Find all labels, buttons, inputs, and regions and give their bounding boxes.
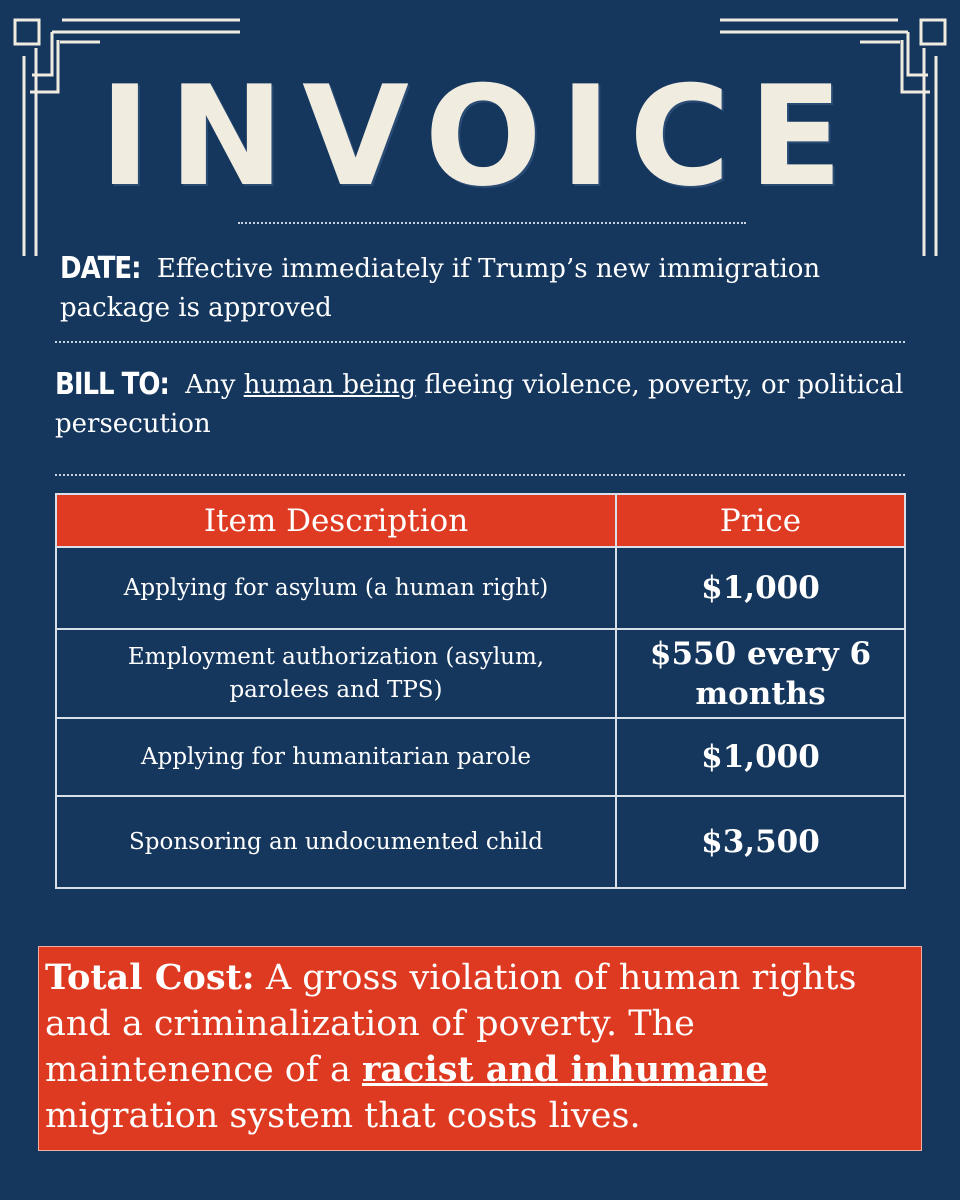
- table-row: [56, 629, 905, 718]
- table-row: [56, 547, 905, 629]
- total-cost-label: Total Cost:: [45, 957, 255, 998]
- bill-to-underlined-text: human being: [243, 370, 417, 400]
- item-description: Employment authorization (asylum, parolees and TPS): [56, 629, 616, 718]
- invoice-title: INVOICE: [99, 56, 861, 217]
- table-row: [56, 718, 905, 796]
- item-description: Applying for asylum (a human right): [56, 547, 616, 629]
- bill-to-section: [55, 366, 915, 444]
- item-price: $550 every 6 months: [616, 629, 905, 718]
- bill-to-text-before: Any: [185, 370, 236, 400]
- section-divider: [55, 341, 905, 343]
- table-row: [56, 796, 905, 888]
- date-text: Effective immediately if Trump’s new immigration package is approved: [60, 254, 821, 323]
- item-description: Sponsoring an undocumented child: [56, 796, 616, 888]
- header-price: Price: [616, 494, 905, 547]
- total-cost-box: [38, 946, 922, 1151]
- bill-to-label: BILL TO:: [55, 367, 169, 403]
- total-cost-text-before: A gross violation of human rights and a criminalization of poverty. The maintenence of a: [45, 958, 857, 1090]
- item-price: $1,000: [616, 718, 905, 796]
- date-section: [60, 250, 920, 328]
- header-item-description: Item Description: [56, 494, 616, 547]
- title-divider: [238, 222, 746, 224]
- bill-to-text-after: fleeing violence, poverty, or political persecution: [55, 370, 904, 439]
- total-cost-emphasis: racist and inhumane: [361, 1049, 768, 1090]
- total-cost-text-after: migration system that costs lives.: [45, 1096, 641, 1136]
- table-header-row: [56, 494, 905, 547]
- invoice-items-table: [55, 493, 906, 889]
- date-label: DATE:: [60, 251, 141, 287]
- item-description: Applying for humanitarian parole: [56, 718, 616, 796]
- item-price: $1,000: [616, 547, 905, 629]
- section-divider: [55, 474, 905, 476]
- item-price: $3,500: [616, 796, 905, 888]
